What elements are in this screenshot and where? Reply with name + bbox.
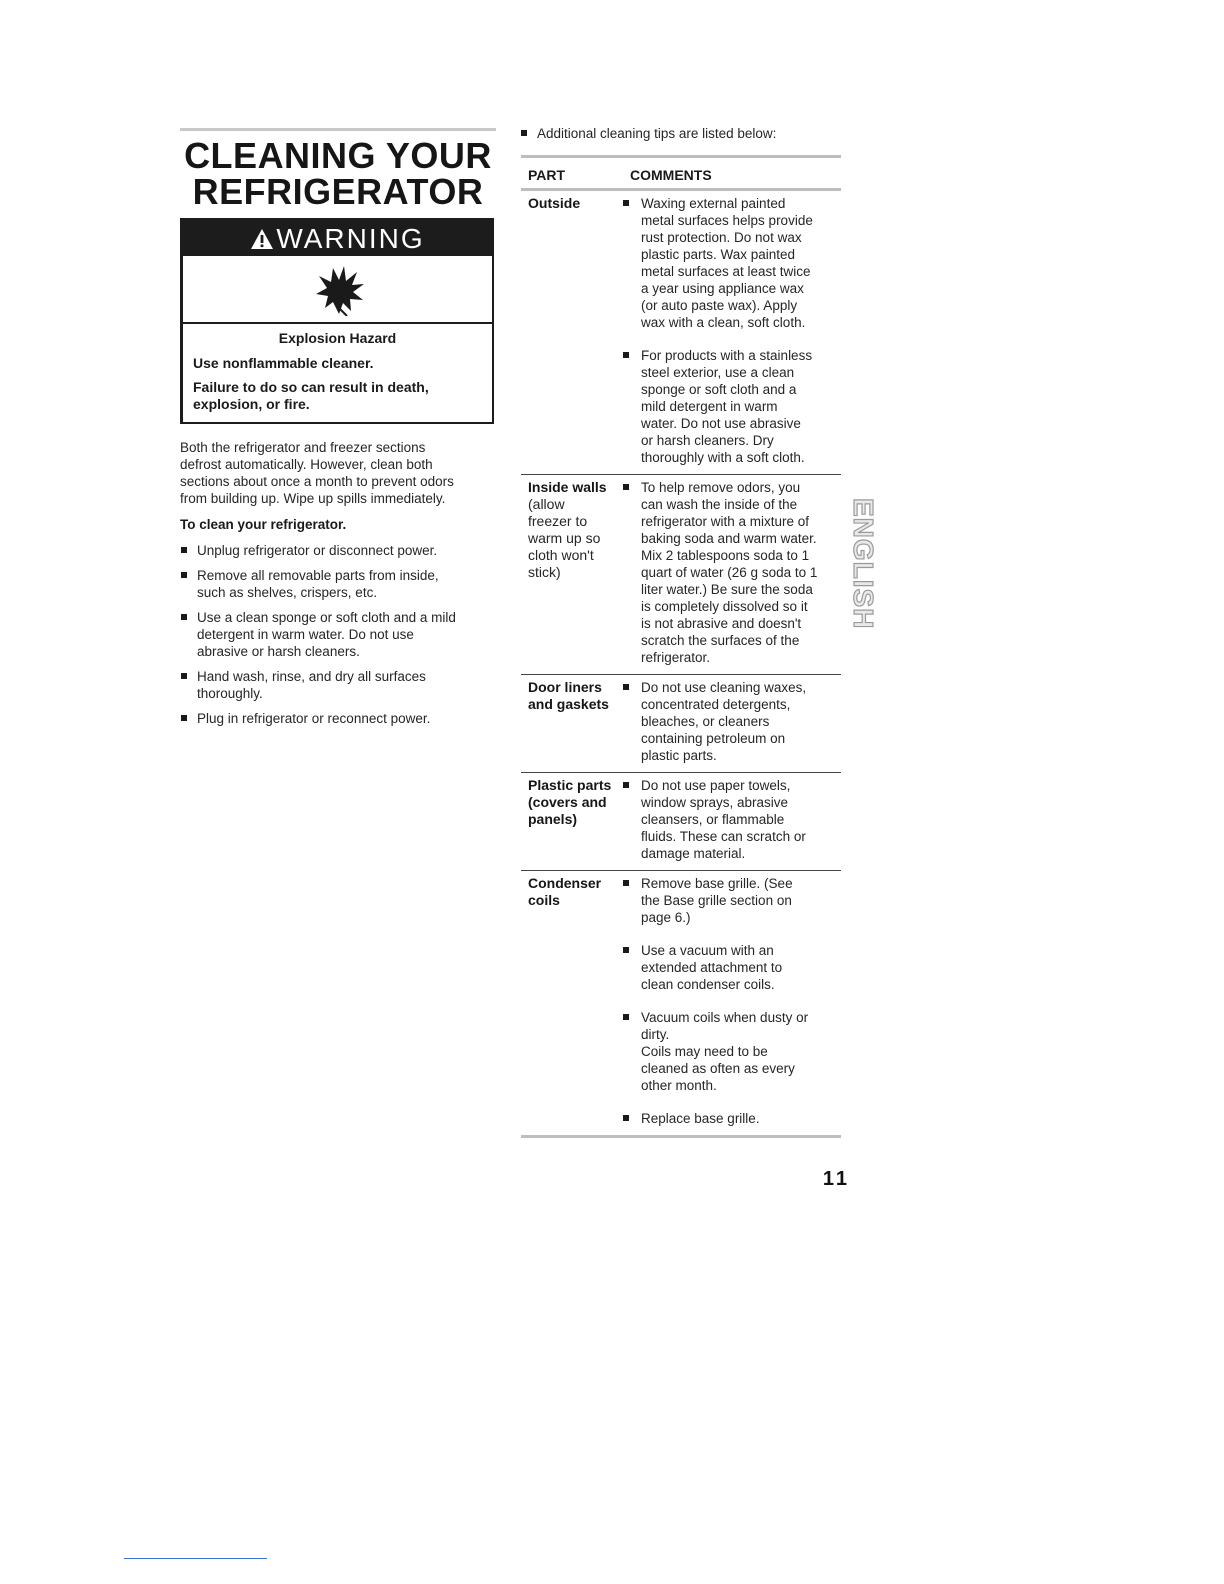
comment-line: a year using appliance wax xyxy=(641,281,804,296)
table-bottom-rule xyxy=(521,1135,841,1138)
comment-line: the Base grille section on xyxy=(641,893,792,908)
intro-line: defrost automatically. However, clean both xyxy=(180,457,433,472)
cleaning-step xyxy=(180,542,496,559)
title-line-2: REFRIGERATOR xyxy=(192,171,484,212)
table-header xyxy=(521,158,841,188)
bullet-icon xyxy=(181,547,187,553)
comment-line: metal surfaces helps provide xyxy=(641,213,813,228)
title-top-rule xyxy=(180,128,496,131)
comment-line: scratch the surfaces of the xyxy=(641,633,800,648)
comment-line: metal surfaces at least twice xyxy=(641,264,811,279)
cleaning-step xyxy=(180,710,496,727)
comment-line: plastic parts. Wax painted xyxy=(641,247,796,262)
part-note: cloth won't xyxy=(528,547,594,563)
part-cell xyxy=(528,875,622,1127)
bullet-icon xyxy=(623,947,629,953)
comments-cell xyxy=(622,195,841,466)
comment-bullet xyxy=(622,679,841,764)
cleaning-step-line: thoroughly. xyxy=(197,686,263,701)
comment-line: Replace base grille. xyxy=(641,1111,760,1126)
table-body xyxy=(521,191,841,1135)
comment-line: quart of water (26 g soda to 1 xyxy=(641,565,818,580)
part-note: stick) xyxy=(528,564,561,580)
comments-cell xyxy=(622,875,841,1127)
cleaning-tips-table xyxy=(521,155,841,1138)
part-name: Door liners xyxy=(528,679,602,695)
warning-triangle-icon xyxy=(250,228,274,250)
cleaning-step-line: such as shelves, crispers, etc. xyxy=(197,585,378,600)
comment-line: can wash the inside of the xyxy=(641,497,798,512)
comments-cell xyxy=(622,479,841,666)
part-name: and gaskets xyxy=(528,696,609,712)
part-name: coils xyxy=(528,892,560,908)
comment-line: concentrated detergents, xyxy=(641,697,791,712)
warning-consequence-line-1: Failure to do so can result in death, xyxy=(193,379,429,395)
part-name: Plastic parts xyxy=(528,777,612,793)
cleaning-step-line: Remove all removable parts from inside, xyxy=(197,568,439,583)
comment-line: cleansers, or flammable xyxy=(641,812,785,827)
bullet-icon xyxy=(623,1014,629,1020)
table-row xyxy=(521,871,841,1135)
part-name: (covers and xyxy=(528,794,607,810)
cleaning-step-line: detergent in warm water. Do not use xyxy=(197,627,414,642)
comment-line: sponge or soft cloth and a xyxy=(641,382,797,397)
warning-hazard: Explosion Hazard xyxy=(278,330,397,346)
bullet-icon xyxy=(623,782,629,788)
intro-line: Both the refrigerator and freezer sections xyxy=(180,440,426,455)
warning-consequence xyxy=(193,379,482,413)
comments-cell xyxy=(622,777,841,862)
comment-bullet xyxy=(622,875,841,926)
part-cell xyxy=(528,777,622,862)
left-column xyxy=(180,439,496,735)
bullet-icon xyxy=(623,684,629,690)
comment-line: refrigerator. xyxy=(641,650,711,665)
part-note: warm up so xyxy=(528,530,601,546)
table-row xyxy=(521,191,841,474)
cleaning-step-line: abrasive or harsh cleaners. xyxy=(197,644,360,659)
cleaning-step xyxy=(180,668,496,702)
intro-line: sections about once a month to prevent odors xyxy=(180,474,454,489)
cleaning-step xyxy=(180,609,496,660)
comment-line: damage material. xyxy=(641,846,746,861)
part-name: panels) xyxy=(528,811,578,827)
comment-line: window sprays, abrasive xyxy=(641,795,789,810)
comment-line: clean condenser coils. xyxy=(641,977,775,992)
comment-line: (or auto paste wax). Apply xyxy=(641,298,798,313)
comment-line: dirty. xyxy=(641,1027,670,1042)
warning-icon-area xyxy=(183,256,492,324)
tips-intro-text: Additional cleaning tips are listed below: xyxy=(537,126,777,141)
comment-line: Use a vacuum with an xyxy=(641,943,774,958)
tips-intro xyxy=(521,125,851,142)
part-note: freezer to xyxy=(528,513,588,529)
cleaning-step-line: Plug in refrigerator or reconnect power. xyxy=(197,711,431,726)
comment-line: Coils may need to be xyxy=(641,1044,768,1059)
warning-consequence-line-2: explosion, or fire. xyxy=(193,396,310,412)
comment-bullet xyxy=(622,777,841,862)
comment-line: refrigerator with a mixture of xyxy=(641,514,810,529)
title-line-1: CLEANING YOUR xyxy=(184,135,492,176)
comment-line: baking soda and warm water. xyxy=(641,531,817,546)
part-cell xyxy=(528,195,622,466)
comment-line: water. Do not use abrasive xyxy=(641,416,801,431)
cleaning-step-line: Unplug refrigerator or disconnect power. xyxy=(197,543,438,558)
comment-line: wax with a clean, soft cloth. xyxy=(641,315,806,330)
comment-bullet xyxy=(622,195,841,331)
comment-line: Vacuum coils when dusty or xyxy=(641,1010,809,1025)
comment-line: extended attachment to xyxy=(641,960,783,975)
comment-line: is completely dissolved so it xyxy=(641,599,808,614)
comment-line: or harsh cleaners. Dry xyxy=(641,433,774,448)
language-label: ENGLISH xyxy=(848,498,879,630)
comment-line: steel exterior, use a clean xyxy=(641,365,795,380)
comment-line: cleaned as often as every xyxy=(641,1061,795,1076)
bullet-icon xyxy=(623,200,629,206)
part-name: Outside xyxy=(528,195,581,211)
table-row xyxy=(521,475,841,674)
bullet-icon xyxy=(623,1115,629,1121)
comment-line: bleaches, or cleaners xyxy=(641,714,770,729)
part-name: Condenser xyxy=(528,875,602,891)
comment-line: is not abrasive and doesn't xyxy=(641,616,802,631)
comments-cell xyxy=(622,679,841,764)
warning-text xyxy=(183,324,492,413)
header-comments: COMMENTS xyxy=(630,167,712,183)
comment-line: rust protection. Do not wax xyxy=(641,230,802,245)
table-row xyxy=(521,675,841,772)
comment-line: liter water.) Be sure the soda xyxy=(641,582,813,597)
comment-bullet xyxy=(622,942,841,993)
bullet-icon xyxy=(181,715,187,721)
comment-line: Do not use paper towels, xyxy=(641,778,791,793)
warning-label: WARNING xyxy=(276,223,425,254)
bullet-icon xyxy=(181,673,187,679)
language-side-tab xyxy=(848,497,879,630)
part-cell xyxy=(528,679,622,764)
page-title xyxy=(180,135,496,212)
header-part: PART xyxy=(528,167,566,183)
bullet-icon xyxy=(521,130,527,136)
comment-line: Waxing external painted xyxy=(641,196,786,211)
cleaning-step-line: Hand wash, rinse, and dry all surfaces xyxy=(197,669,426,684)
comment-line: other month. xyxy=(641,1078,717,1093)
comment-bullet xyxy=(622,347,841,466)
comment-bullet xyxy=(622,1009,841,1094)
table-row xyxy=(521,773,841,870)
comment-line: page 6.) xyxy=(641,910,691,925)
intro-paragraph xyxy=(180,439,496,507)
warning-instruction: Use nonflammable cleaner. xyxy=(193,355,374,371)
bullet-icon xyxy=(181,572,187,578)
comment-line: plastic parts. xyxy=(641,748,717,763)
part-name: Inside walls xyxy=(528,479,607,495)
cleaning-step-line: Use a clean sponge or soft cloth and a mild xyxy=(197,610,456,625)
cleaning-subhead: To clean your refrigerator. xyxy=(180,517,347,532)
bullet-icon xyxy=(623,880,629,886)
comment-bullet xyxy=(622,479,841,666)
cleaning-steps-list xyxy=(180,542,496,727)
page-number: 11 xyxy=(822,1168,850,1190)
comment-line: thoroughly with a soft cloth. xyxy=(641,450,805,465)
bullet-icon xyxy=(623,484,629,490)
comment-line: For products with a stainless xyxy=(641,348,813,363)
comment-line: Do not use cleaning waxes, xyxy=(641,680,807,695)
comment-line: Remove base grille. (See xyxy=(641,876,793,891)
warning-header xyxy=(183,220,492,256)
comment-line: Mix 2 tablespoons soda to 1 xyxy=(641,548,810,563)
part-note: (allow xyxy=(528,496,565,512)
intro-line: from building up. Wipe up spills immediately. xyxy=(180,491,446,506)
bullet-icon xyxy=(623,352,629,358)
part-cell xyxy=(528,479,622,666)
comment-line: fluids. These can scratch or xyxy=(641,829,806,844)
comment-line: To help remove odors, you xyxy=(641,480,801,495)
comment-line: containing petroleum on xyxy=(641,731,786,746)
warning-box xyxy=(180,218,494,424)
explosion-icon xyxy=(311,264,367,316)
comment-line: mild detergent in warm xyxy=(641,399,778,414)
comment-bullet xyxy=(622,1110,841,1127)
footer-link-line xyxy=(124,1558,267,1559)
bullet-icon xyxy=(181,614,187,620)
cleaning-step xyxy=(180,567,496,601)
